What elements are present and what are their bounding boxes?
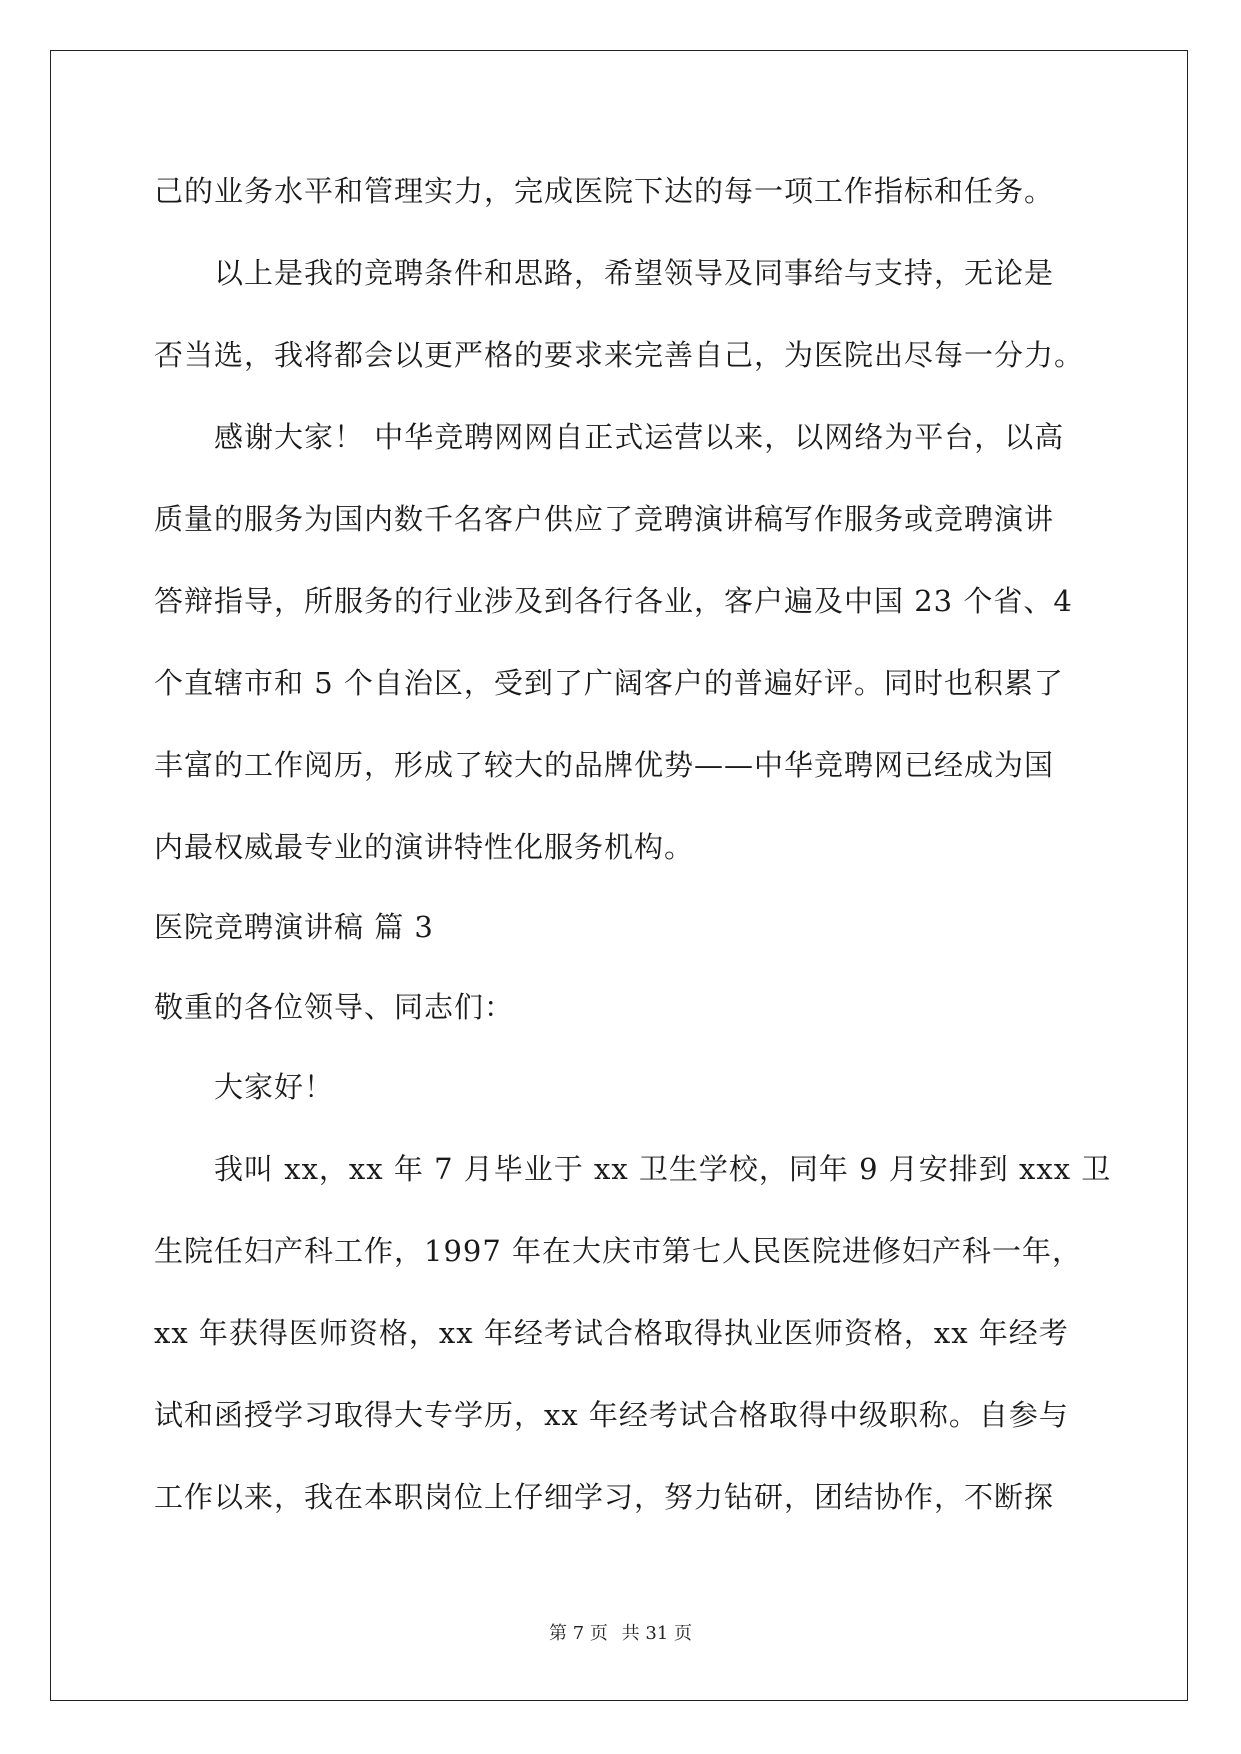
body-line-13: 我叫 xx，xx 年 7 月毕业于 xx 卫生学校，同年 9 月安排到 xxx 卫: [214, 1152, 1112, 1186]
section-heading: 医院竞聘演讲稿 篇 3: [154, 910, 434, 944]
salutation: 敬重的各位领导、同志们：: [154, 990, 515, 1024]
body-line-9: 内最权威最专业的演讲特性化服务机构。: [154, 830, 695, 864]
page-total: 共 31 页: [621, 1623, 692, 1644]
body-line-7: 个直辖市和 5 个自治区，受到了广阔客户的普遍好评。同时也积累了: [154, 666, 1064, 700]
page-border: [50, 50, 1188, 1701]
body-line-16: 试和函授学习取得大专学历，xx 年经考试合格取得中级职称。自参与: [154, 1398, 1069, 1432]
body-line-8: 丰富的工作阅历，形成了较大的品牌优势——中华竞聘网已经成为国: [154, 748, 1055, 782]
body-line-3: 否当选，我将都会以更严格的要求来完善自己，为医院出尽每一分力。: [154, 338, 1085, 372]
page-footer: [0, 1622, 1241, 1646]
body-line-4: 感谢大家！ 中华竞聘网网自正式运营以来，以网络为平台，以高: [214, 420, 1065, 454]
body-line-2: 以上是我的竞聘条件和思路，希望领导及同事给与支持，无论是: [214, 256, 1055, 290]
body-line-5: 质量的服务为国内数千名客户供应了竞聘演讲稿写作服务或竞聘演讲: [154, 502, 1055, 536]
greeting: 大家好！: [214, 1070, 335, 1104]
body-line-17: 工作以来，我在本职岗位上仔细学习，努力钻研，团结协作，不断探: [154, 1480, 1055, 1514]
page-number: 第 7 页: [549, 1623, 608, 1644]
body-line-6: 答辩指导，所服务的行业涉及到各行各业，客户遍及中国 23 个省、4: [154, 584, 1073, 618]
body-line-1: 己的业务水平和管理实力，完成医院下达的每一项工作指标和任务。: [154, 174, 1055, 208]
body-line-14: 生院任妇产科工作，1997 年在大庆市第七人民医院进修妇产科一年，: [154, 1234, 1083, 1268]
body-line-15: xx 年获得医师资格，xx 年经考试合格取得执业医师资格，xx 年经考: [154, 1316, 1069, 1350]
